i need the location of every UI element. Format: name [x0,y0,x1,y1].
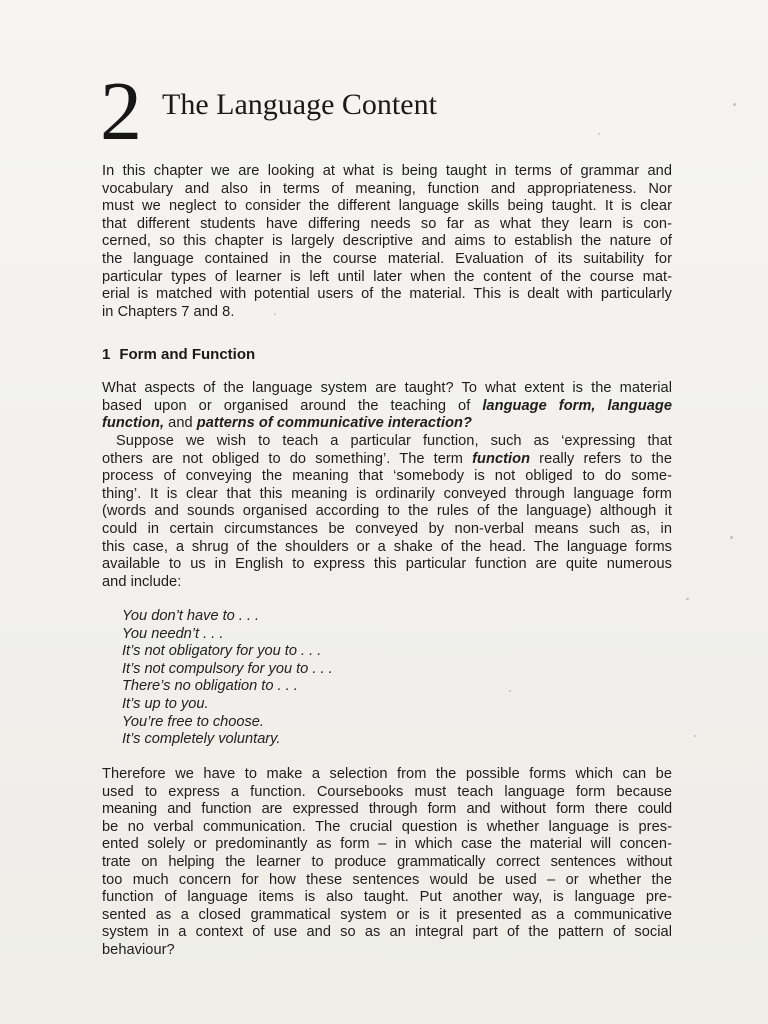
example-item: You don’t have to . . . [122,608,260,624]
paragraph-line: Suppose we wish to teach a particular function, such as ‘expressing that [116,433,672,449]
intro-line: erial is matched with potential users of the material. This is dealt with particularly [102,286,672,303]
intro-line: that different students have differing needs so far as what they learn is con- [102,215,672,232]
intro-line: in Chapters 7 and 8. [102,303,235,320]
paragraph-line: too much concern for how these sentences would be used – or whether the [102,871,672,888]
example-item: It’s not obligatory for you to . . . [122,643,322,660]
scan-speck [509,690,511,692]
intro-line: In this chapter we are looking at what is being taught in terms of grammar and [102,163,672,179]
text-run: really refers to the [530,450,672,467]
scan-speck [598,133,600,135]
paragraph-form-function [102,380,672,433]
paragraph-line [102,398,672,416]
example-item: It’s up to you. [122,695,209,712]
paragraph-line: system in a context of use and so as an integral part of the pattern of social [102,924,672,941]
chapter-title: The Language Content [162,88,437,121]
paragraph-line: function of language items is also taught. Put another way, is language pre- [102,889,672,906]
intro-line: particular types of learner is left until later when the content of the course mat- [102,268,672,285]
intro-line: the language contained in the course material. Evaluation of its suitability for [102,250,672,267]
paragraph-line [102,451,672,469]
example-item: It’s not compulsory for you to . . . [122,660,333,677]
emphasis-term: patterns of communicative interaction? [196,415,472,432]
paragraph-line: this case, a shrug of the shoulders or a shake of the head. The language forms [102,538,672,555]
example-item: You’re free to choose. [122,713,264,730]
paragraph-line: ented solely or predominantly as form – in which case the material will concen- [102,836,672,853]
paragraph-line: Therefore we have to make a selection from the possible forms which can be [102,766,672,782]
paragraph-line [102,415,672,433]
paragraph-line: available to us in English to express this particular function are quite numerous [102,556,672,573]
paragraph-line: used to express a function. Coursebooks must teach language form because [102,783,672,800]
emphasis-term: function [472,450,531,467]
intro-paragraph [102,163,672,321]
text-run: based upon or organised around the teaching of [102,397,483,414]
example-item: You needn’t . . . [122,625,224,642]
paragraph-line: meaning and function are expressed through form and without form there could [102,801,672,818]
example-item: It’s completely voluntary. [122,731,281,748]
scan-speck [733,103,736,106]
paragraph-form-selection [102,766,672,960]
paragraph-line: What aspects of the language system are taught? To what extent is the material [102,380,672,396]
section-number: 1 [102,346,111,363]
section-title: Form and Function [119,346,256,363]
paragraph-line: could in certain circumstances be conveyed by non-verbal means such as, in [102,520,672,537]
emphasis-term: language form, language [482,397,672,414]
scan-speck [274,313,276,315]
paragraph-line: process of conveying the meaning that ‘somebody is not obliged to do some- [102,468,672,485]
scan-speck [694,735,696,737]
text-run: and [164,415,197,432]
example-list [122,608,333,749]
emphasis-term: function, [102,415,165,432]
section-heading [102,346,255,364]
example-item: There’s no obligation to . . . [122,678,298,695]
scan-speck [686,598,689,600]
paragraph-line: sented as a closed grammatical system or is it presented as a communicative [102,906,672,923]
paragraph-line: and include: [102,573,182,590]
scan-speck [730,536,733,539]
paragraph-function-example [102,433,672,591]
intro-line: vocabulary and also in terms of meaning, function and appropriateness. Nor [102,180,672,197]
paragraph-line: be no verbal communication. The crucial question is whether language is pres- [102,818,672,835]
paragraph-line: (words and sounds organised according to the rules of the language) although it [102,503,672,520]
paragraph-line: trate on helping the learner to produce grammatically correct sentences without [102,853,672,870]
intro-line: cerned, so this chapter is largely descriptive and aims to establish the nature of [102,233,672,250]
paragraph-line: thing’. It is clear that this meaning is ordinarily conveyed through language form [102,485,672,502]
paragraph-line: behaviour? [102,941,175,958]
chapter-number: 2 [100,65,142,158]
intro-line: must we neglect to consider the different language skills being taught. It is clear [102,198,672,215]
text-run: others are not obliged to do something’. The term [102,450,473,467]
